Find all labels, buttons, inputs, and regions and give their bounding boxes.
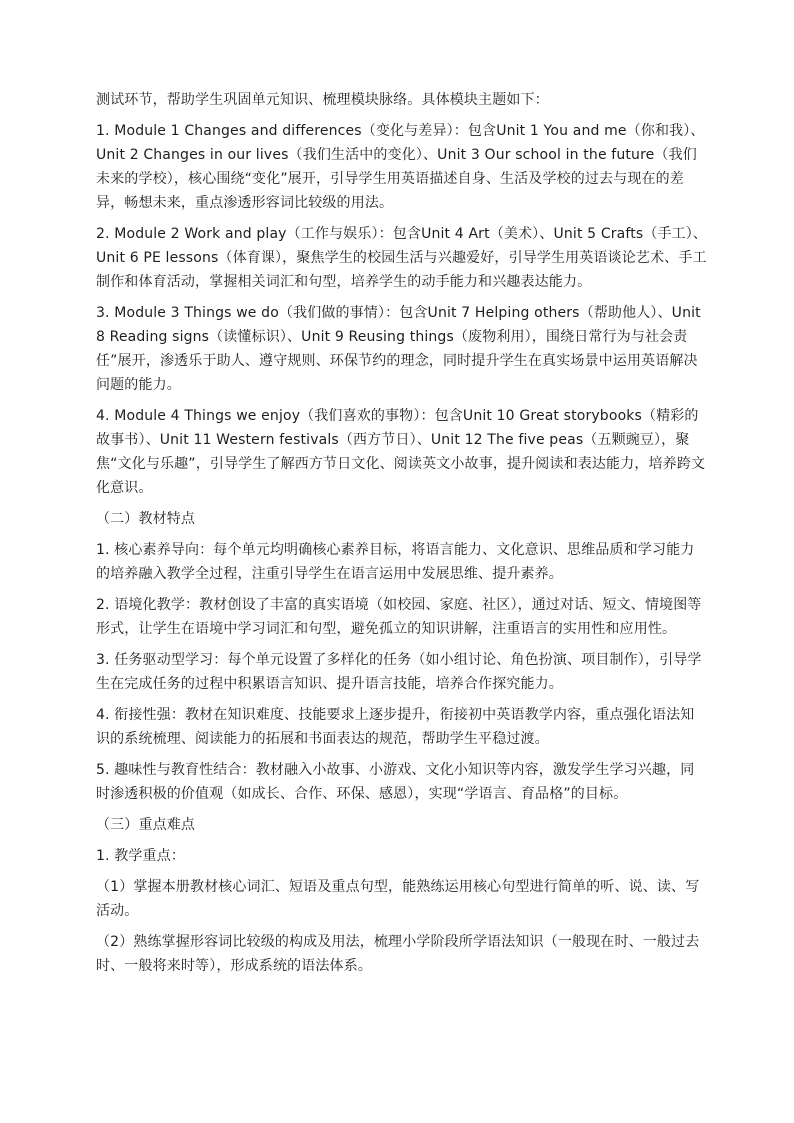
- feature-5-paragraph: 5. 趣味性与教育性结合：教材融入小故事、小游戏、文化小知识等内容，激发学生学习兴趣，同时渗透积极的价值观（如成长、合作、环保、感恩），实现“学语言、育品格”的目标。: [96, 762, 695, 802]
- feature-4-paragraph: 4. 衔接性强：教材在知识难度、技能要求上逐步提升，衔接初中英语教学内容，重点强化语法知识的系统梳理、阅读能力的拓展和书面表达的规范，帮助学生平稳过渡。: [96, 707, 695, 747]
- key-points-title: 1. 教学重点：: [96, 848, 186, 864]
- document-page: [96, 88, 708, 978]
- key-point-2-paragraph: （2）熟练掌握形容词比较级的构成及用法，梳理小学阶段所学语法知识（一般现在时、一般过去时、一般将来时等），形成系统的语法体系。: [96, 934, 700, 974]
- module-4-paragraph: 4. Module 4 Things we enjoy（我们喜欢的事物）：包含Unit 10 Great storybooks（精彩的故事书）、Unit 11 Western festivals（西方节日）、Unit 12 The five peas（五颗豌豆），聚焦“文化与乐趣”，引导学生了解西方节日文化、阅读英文小故事，提升阅读和表达能力，培养跨文化意识。: [96, 408, 706, 496]
- feature-2-paragraph: 2. 语境化教学：教材创设了丰富的真实语境（如校园、家庭、社区），通过对话、短文、情境图等形式，让学生在语境中学习词汇和句型，避免孤立的知识讲解，注重语言的实用性和应用性。: [96, 597, 702, 637]
- module-1-paragraph: 1. Module 1 Changes and differences（变化与差异）：包含Unit 1 You and me（你和我）、Unit 2 Changes in our lives（我们生活中的变化）、Unit 3 Our school in the future（我们未来的学校），核心围绕“变化”展开，引导学生用英语描述自身、生活及学校的过去与现在的差异，畅想未来，重点渗透形容词比较级的用法。: [96, 123, 705, 211]
- feature-1-paragraph: 1. 核心素养导向：每个单元均明确核心素养目标，将语言能力、文化意识、思维品质和学习能力的培养融入教学全过程，注重引导学生在语言运用中发展思维、提升素养。: [96, 542, 695, 582]
- module-3-paragraph: 3. Module 3 Things we do（我们做的事情）：包含Unit 7 Helping others（帮助他人）、Unit 8 Reading signs（读懂标识）、Unit 9 Reusing things（废物利用），围绕日常行为与社会责任”展开，渗透乐于助人、遵守规则、环保节约的理念，同时提升学生在真实场景中运用英语解决问题的能力。: [96, 305, 701, 393]
- intro-paragraph: 测试环节，帮助学生巩固单元知识、梳理模块脉络。具体模块主题如下：: [96, 92, 549, 108]
- module-2-paragraph: 2. Module 2 Work and play（工作与娱乐）：包含Unit 4 Art（美术）、Unit 5 Crafts（手工）、Unit 6 PE lessons（体育课），聚焦学生的校园生活与兴趣爱好，引导学生用英语谈论艺术、手工制作和体育活动，掌握相关词汇和句型，培养学生的动手能力和兴趣表达能力。: [96, 226, 708, 290]
- section-3-heading: （三）重点难点: [96, 817, 196, 833]
- section-2-heading: （二）教材特点: [96, 511, 196, 527]
- feature-3-paragraph: 3. 任务驱动型学习：每个单元设置了多样化的任务（如小组讨论、角色扮演、项目制作），引导学生在完成任务的过程中积累语言知识、提升语言技能，培养合作探究能力。: [96, 652, 702, 692]
- key-point-1-paragraph: （1）掌握本册教材核心词汇、短语及重点句型，能熟练运用核心句型进行简单的听、说、读、写活动。: [96, 879, 700, 919]
